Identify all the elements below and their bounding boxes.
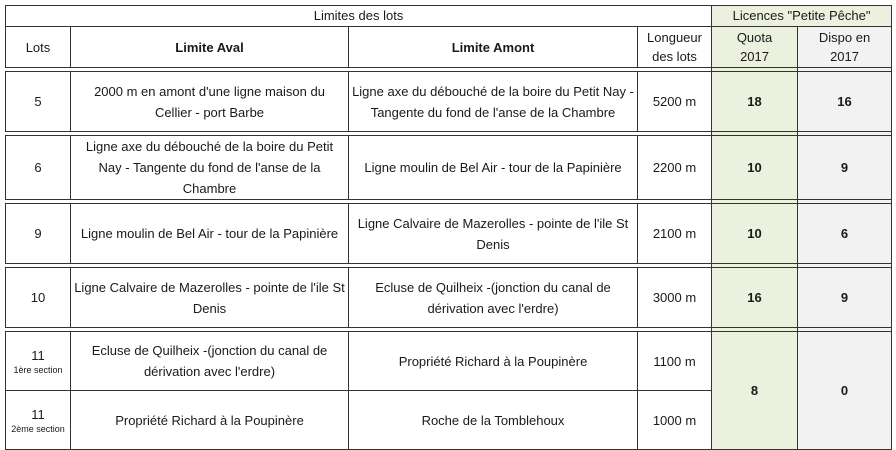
col-header-dispo <box>798 27 892 68</box>
table-row <box>6 332 892 391</box>
lots-table <box>5 5 892 450</box>
col-header-longueur-line1: Longueur <box>647 30 702 45</box>
group-title-licences: Licences "Petite Pêche" <box>712 6 892 27</box>
longueur-cell: 1000 m <box>638 391 712 450</box>
col-header-dispo-line1: Dispo en <box>818 30 871 45</box>
col-header-amont: Limite Amont <box>349 27 638 68</box>
quota-cell: 10 <box>712 204 798 264</box>
lot-cell: 5 <box>6 72 71 132</box>
longueur-cell: 5200 m <box>638 72 712 132</box>
lot-cell: 10 <box>6 268 71 328</box>
table-row <box>6 136 892 200</box>
amont-cell: Propriété Richard à la Poupinère <box>349 332 638 391</box>
dispo-cell-merged: 0 <box>798 332 892 450</box>
longueur-cell: 2200 m <box>638 136 712 200</box>
amont-cell: Ligne axe du débouché de la boire du Petit Nay - Tangente du fond de l'anse de la Chambre <box>349 72 638 132</box>
dispo-cell: 9 <box>798 268 892 328</box>
col-header-quota <box>712 27 798 68</box>
dispo-cell: 9 <box>798 136 892 200</box>
table-row <box>6 72 892 132</box>
lot-cell: 6 <box>6 136 71 200</box>
col-header-lots: Lots <box>6 27 71 68</box>
amont-cell: Ecluse de Quilheix -(jonction du canal de dérivation avec l'erdre) <box>349 268 638 328</box>
lot-cell: 9 <box>6 204 71 264</box>
quota-cell-merged: 8 <box>712 332 798 450</box>
col-header-longueur-line2: des lots <box>652 49 697 64</box>
aval-cell: 2000 m en amont d'une ligne maison du Cellier - port Barbe <box>71 72 349 132</box>
longueur-cell: 2100 m <box>638 204 712 264</box>
quota-cell: 10 <box>712 136 798 200</box>
group-title-lots: Limites des lots <box>6 6 712 27</box>
lot-section-note: 2ème section <box>11 423 65 434</box>
dispo-cell: 16 <box>798 72 892 132</box>
group-header-row <box>6 6 892 27</box>
longueur-cell: 1100 m <box>638 332 712 391</box>
aval-cell: Ligne axe du débouché de la boire du Petit Nay - Tangente du fond de l'anse de la Chambre <box>71 136 349 200</box>
quota-cell: 18 <box>712 72 798 132</box>
amont-cell: Ligne moulin de Bel Air - tour de la Papinière <box>349 136 638 200</box>
aval-cell: Propriété Richard à la Poupinère <box>71 391 349 450</box>
aval-cell: Ligne moulin de Bel Air - tour de la Papinière <box>71 204 349 264</box>
amont-cell: Ligne Calvaire de Mazerolles - pointe de l'ile St Denis <box>349 204 638 264</box>
lot-number: 11 <box>31 406 45 422</box>
aval-cell: Ligne Calvaire de Mazerolles - pointe de l'ile St Denis <box>71 268 349 328</box>
column-header-row <box>6 27 892 68</box>
quota-cell: 16 <box>712 268 798 328</box>
table-row <box>6 204 892 264</box>
lot-number: 11 <box>31 347 45 363</box>
longueur-cell: 3000 m <box>638 268 712 328</box>
aval-cell: Ecluse de Quilheix -(jonction du canal de dérivation avec l'erdre) <box>71 332 349 391</box>
lot-section-note: 1ère section <box>13 364 63 375</box>
col-header-dispo-line2: 2017 <box>830 49 859 64</box>
col-header-longueur <box>638 27 712 68</box>
col-header-quota-line2: 2017 <box>740 49 769 64</box>
amont-cell: Roche de la Tomblehoux <box>349 391 638 450</box>
lot-cell <box>6 332 71 391</box>
dispo-cell: 6 <box>798 204 892 264</box>
lot-cell <box>6 391 71 450</box>
col-header-aval: Limite Aval <box>71 27 349 68</box>
table-row <box>6 268 892 328</box>
col-header-quota-line1: Quota <box>736 30 773 45</box>
